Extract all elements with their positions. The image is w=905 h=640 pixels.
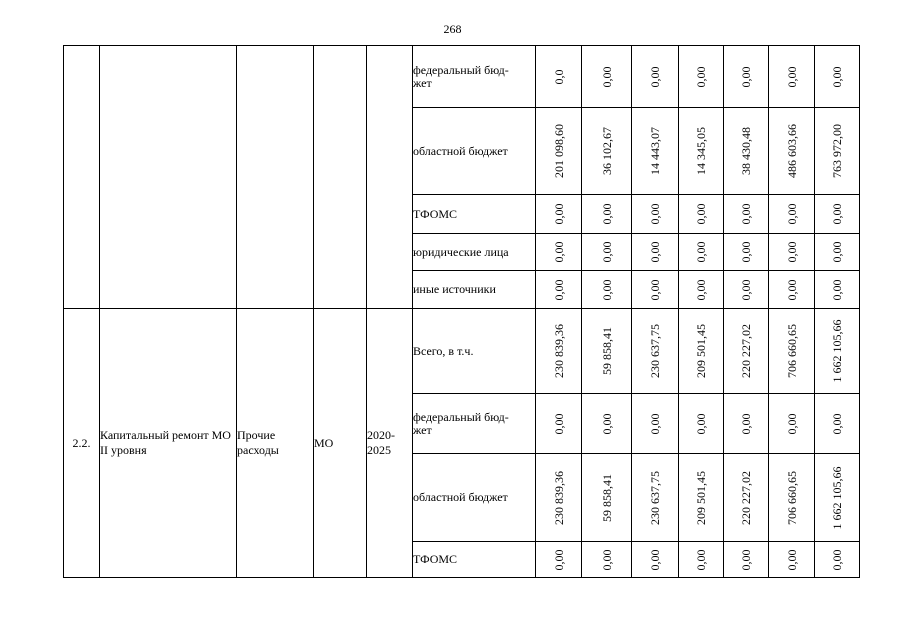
value-cell (582, 542, 632, 578)
value-cell (536, 309, 582, 394)
empty-merged-cell (314, 46, 367, 309)
value-cell (632, 271, 679, 309)
value-text: 36 102,67 (599, 127, 614, 175)
value-cell (724, 271, 769, 309)
value-text: 0,00 (784, 549, 799, 570)
value-text: 0,00 (648, 203, 662, 225)
value-text: 0,00 (784, 279, 799, 300)
value-cell (679, 542, 724, 578)
value-text: 0,00 (739, 279, 753, 300)
value-cell (815, 195, 860, 234)
empty-merged-cell (237, 46, 314, 309)
value-cell (536, 542, 582, 578)
value-cell (815, 542, 860, 578)
value-cell (679, 309, 724, 394)
value-cell (679, 234, 724, 271)
value-text: 763 972,00 (830, 124, 844, 178)
value-cell (582, 309, 632, 394)
value-cell (582, 454, 632, 542)
value-cell (724, 234, 769, 271)
value-text: 14 345,05 (694, 127, 708, 175)
value-text: 1 662 105,66 (830, 466, 844, 529)
value-cell (724, 454, 769, 542)
value-cell (536, 108, 582, 195)
value-text: 0,00 (784, 66, 799, 87)
empty-merged-cell (100, 46, 237, 309)
value-cell (724, 309, 769, 394)
value-cell (769, 234, 815, 271)
value-cell (582, 234, 632, 271)
value-cell (815, 271, 860, 309)
value-text: 0,0 (551, 69, 566, 84)
value-cell (769, 271, 815, 309)
value-cell (679, 46, 724, 108)
value-text: 59 858,41 (599, 327, 614, 375)
value-cell (724, 542, 769, 578)
value-text: 0,00 (648, 279, 662, 300)
value-cell (815, 454, 860, 542)
value-cell (632, 108, 679, 195)
funding-source-cell: федеральный бюд- жет (413, 46, 536, 108)
value-text: 0,00 (648, 549, 662, 570)
funding-source-cell: областной бюджет (413, 454, 536, 542)
value-text: 486 603,66 (784, 124, 799, 178)
value-text: 220 227,02 (739, 324, 753, 378)
funding-source-cell: юридические лица (413, 234, 536, 271)
value-text: 0,00 (830, 549, 844, 570)
value-cell (769, 309, 815, 394)
value-text: 0,00 (694, 413, 708, 434)
value-cell (815, 46, 860, 108)
value-cell (679, 108, 724, 195)
value-cell (724, 394, 769, 454)
value-text: 0,00 (830, 203, 844, 225)
value-text: 0,00 (739, 203, 753, 225)
value-cell (632, 234, 679, 271)
value-cell (769, 394, 815, 454)
value-cell (582, 108, 632, 195)
funding-source-cell: ТФОМС (413, 542, 536, 578)
value-cell (536, 454, 582, 542)
value-cell (679, 271, 724, 309)
value-text: 0,00 (830, 279, 844, 300)
value-text: 0,00 (694, 279, 708, 300)
value-text: 38 430,48 (739, 127, 753, 175)
value-cell (582, 195, 632, 234)
value-cell (679, 454, 724, 542)
value-text: 0,00 (648, 241, 662, 263)
value-text: 230 637,75 (648, 324, 662, 378)
empty-merged-cell (367, 46, 413, 309)
value-text: 0,00 (739, 549, 753, 570)
value-text: 0,00 (739, 241, 753, 263)
value-cell (582, 46, 632, 108)
value-cell (536, 394, 582, 454)
value-text: 0,00 (830, 413, 844, 434)
period: 2020-2025 (367, 309, 413, 578)
item-name: Капитальный ремонт МО II уровня (100, 309, 237, 578)
value-cell (679, 195, 724, 234)
value-text: 230 637,75 (648, 470, 662, 525)
page-number: 268 (443, 22, 462, 36)
funding-source-cell: Всего, в т.ч. (413, 309, 536, 394)
value-text: 0,00 (648, 66, 662, 87)
value-text: 0,00 (551, 203, 566, 225)
value-cell (769, 454, 815, 542)
value-text: 706 660,65 (784, 324, 799, 378)
value-cell (632, 542, 679, 578)
value-text: 201 098,60 (551, 124, 566, 178)
item-number: 2.2. (64, 309, 100, 578)
funding-source-cell: областной бюджет (413, 108, 536, 195)
value-cell (632, 394, 679, 454)
value-cell (536, 46, 582, 108)
value-text: 0,00 (599, 66, 614, 87)
value-cell (769, 542, 815, 578)
value-text: 0,00 (551, 549, 566, 570)
value-text: 0,00 (599, 203, 614, 225)
value-text: 0,00 (648, 413, 662, 434)
table-row (64, 309, 860, 394)
value-text: 0,00 (551, 413, 566, 434)
funding-source-cell: ТФОМС (413, 195, 536, 234)
value-text: 0,00 (784, 413, 799, 434)
value-text: 0,00 (551, 279, 566, 300)
value-text: 59 858,41 (599, 473, 614, 522)
value-text: 0,00 (694, 549, 708, 570)
value-cell (632, 46, 679, 108)
value-cell (536, 195, 582, 234)
budget-table (63, 45, 860, 578)
value-cell (769, 195, 815, 234)
value-text: 230 839,36 (551, 324, 566, 378)
value-text: 706 660,65 (784, 470, 799, 525)
value-text: 0,00 (551, 241, 566, 263)
value-text: 1 662 105,66 (830, 319, 844, 383)
value-text: 0,00 (599, 279, 614, 300)
value-text: 0,00 (599, 413, 614, 434)
value-cell (582, 394, 632, 454)
value-cell (582, 271, 632, 309)
value-cell (679, 394, 724, 454)
value-text: 220 227,02 (739, 470, 753, 525)
value-cell (632, 454, 679, 542)
value-cell (769, 46, 815, 108)
value-cell (815, 394, 860, 454)
value-text: 0,00 (830, 66, 844, 87)
value-cell (815, 108, 860, 195)
value-cell (724, 108, 769, 195)
expense-type: Прочие расходы (237, 309, 314, 578)
value-text: 0,00 (694, 241, 708, 263)
funding-source-cell: федеральный бюд- жет (413, 394, 536, 454)
value-cell (724, 46, 769, 108)
value-text: 14 443,07 (648, 127, 662, 175)
value-text: 209 501,45 (694, 470, 708, 525)
value-cell (632, 309, 679, 394)
value-cell (724, 195, 769, 234)
value-text: 0,00 (694, 66, 708, 87)
value-cell (815, 234, 860, 271)
empty-merged-cell (64, 46, 100, 309)
value-text: 209 501,45 (694, 324, 708, 378)
value-cell (632, 195, 679, 234)
value-text: 0,00 (784, 203, 799, 225)
value-text: 0,00 (694, 203, 708, 225)
value-cell (536, 271, 582, 309)
value-cell (769, 108, 815, 195)
value-text: 0,00 (599, 241, 614, 263)
value-text: 0,00 (784, 241, 799, 263)
funding-source-cell: иные источники (413, 271, 536, 309)
value-cell (815, 309, 860, 394)
value-text: 0,00 (739, 66, 753, 87)
value-text: 0,00 (830, 241, 844, 263)
table-row (64, 46, 860, 108)
executor: МО (314, 309, 367, 578)
value-text: 0,00 (739, 413, 753, 434)
value-cell (536, 234, 582, 271)
value-text: 0,00 (599, 549, 614, 570)
value-text: 230 839,36 (551, 470, 566, 525)
